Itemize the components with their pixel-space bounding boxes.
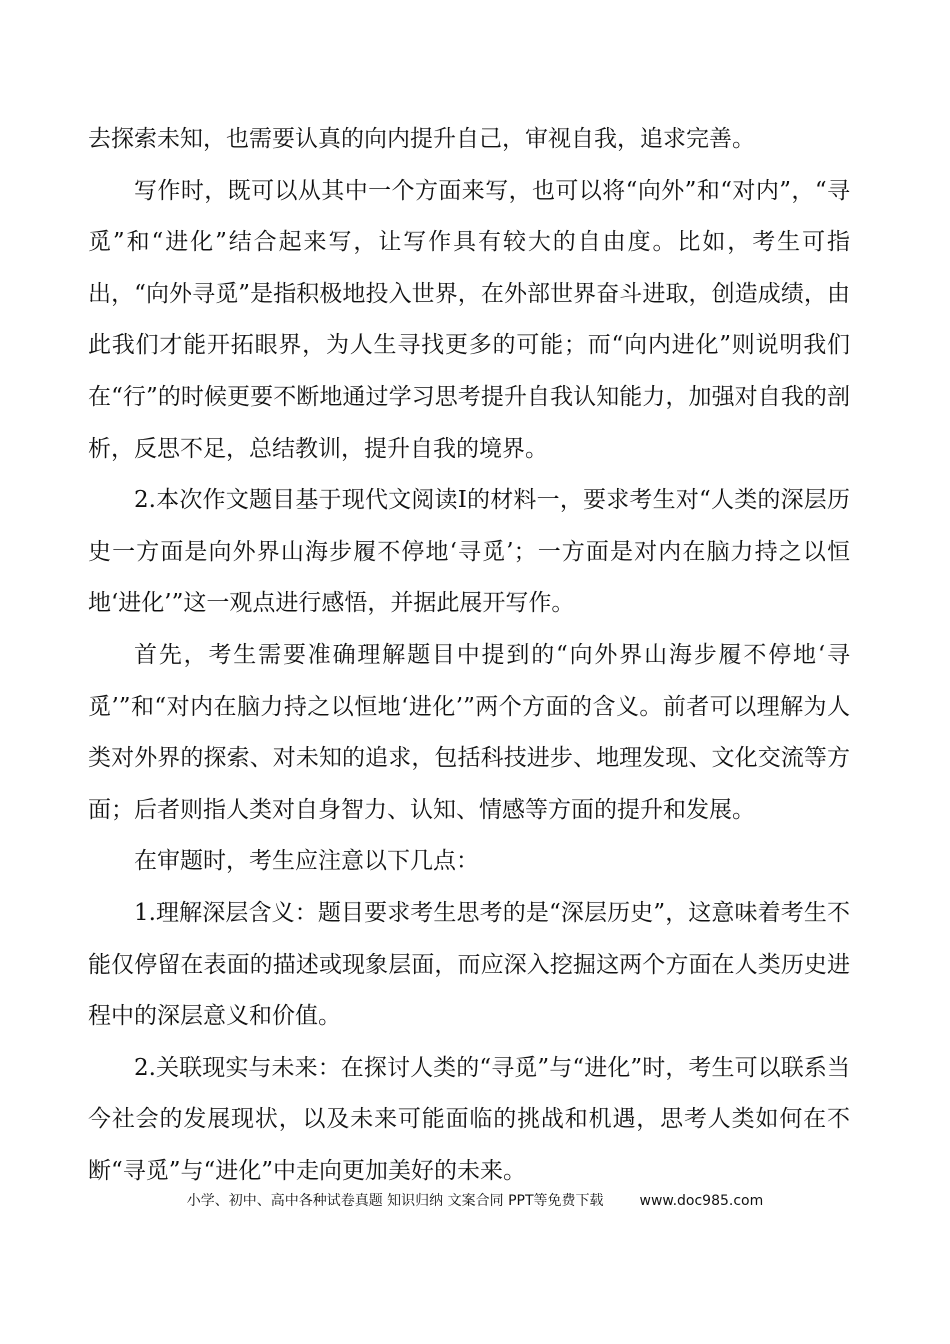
paragraph-7: 2.关联现实与未来：在探讨人类的“寻觅”与“进化”时，考生可以联系当今社会的发展现状，以及未来可能面临的挑战和机遇，思考人类如何在不断“寻觅”与“进化”中走向更加美好的未来。 [88,1054,850,1184]
paragraph-1: 去探索未知，也需要认真的向内提升自己，审视自我，追求完善。 [88,126,755,152]
paragraph-5: 在审题时，考生应注意以下几点： [134,848,479,875]
footer-text: 小学、初中、高中各种试卷真题 知识归纳 文案合同 PPT等免费下载 [186,1193,604,1209]
paragraph-6: 1.理解深层含义：题目要求考生思考的是“深层历史”，这意味着考生不能仅停留在表面的描述或现象层面，而应深入挖掘这两个方面在人类历史进程中的深层意义和价值。 [88,899,850,1030]
page-footer [0,1190,950,1210]
footer-url-link[interactable]: www.doc985.com [639,1193,764,1209]
paragraph-2: 写作时，既可以从其中一个方面来写，也可以将“向外”和“对内”，“寻觅”和“进化”结合起来写，让写作具有较大的自由度。比如，考生可指出，“向外寻觅”是指积极地投入世界，在外部世界奋斗进取，创造成绩，由此我们才能开拓眼界，为人生寻找更多的可能；而“向内进化”则说明我们在“行”的时候更要不断地通过学习思考提升自我认知能力，加强对自我的剖析，反思不足，总结教训，提升自我的境界。 [88,177,850,462]
paragraph-4: 首先，考生需要准确理解题目中提到的“向外界山海步履不停地‘寻觅’”和“对内在脑力持之以恒地‘进化’”两个方面的含义。前者可以理解为人类对外界的探索、对未知的追求，包括科技进步、地理发现、文化交流等方面；后者则指人类对自身智力、认知、情感等方面的提升和发展。 [88,641,850,823]
document-body [88,114,850,1197]
paragraph-3: 2.本次作文题目基于现代文阅读Ⅰ的材料一，要求考生对“人类的深层历史一方面是向外界山海步履不停地‘寻觅’；一方面是对内在脑力持之以恒地‘进化’”这一观点进行感悟，并据此展开写作。 [88,487,850,617]
